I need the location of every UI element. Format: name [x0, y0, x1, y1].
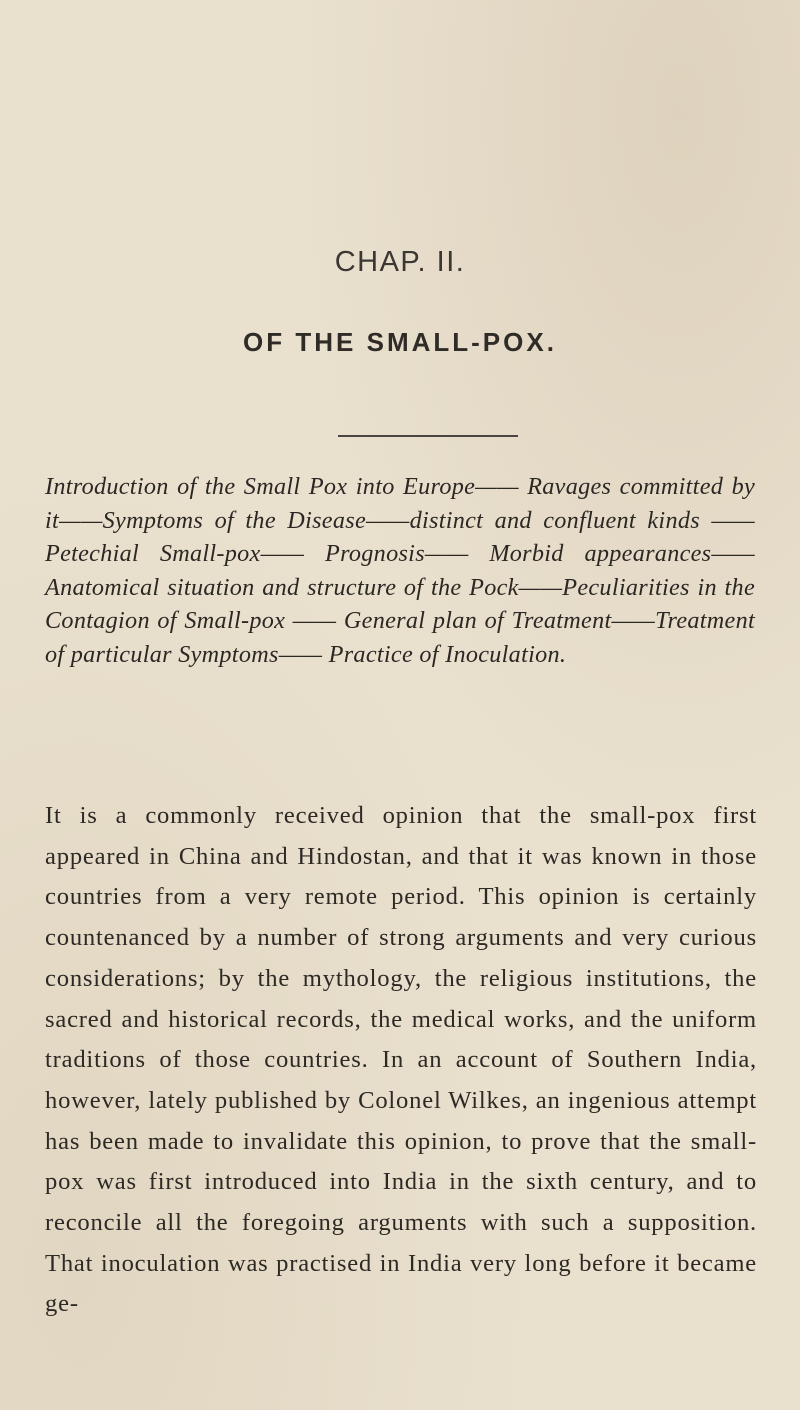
chapter-summary: Introduction of the Small Pox into Europe—— Ravages committed by it——Symptoms of the Disease——distinct and confluent kinds —— Petechial Small-pox—— Prognosis—— Morbid appearances——Anatomical situation and structure of the Pock——Peculiarities in the Contagion of Small-pox —— General plan of Treatment——Treatment of particular Symptoms—— Practice of Inoculation. [45, 473, 755, 668]
paragraph-initial: It [45, 802, 62, 829]
paragraph-text: is a commonly received opinion that the small-pox first appeared in China and Hindostan, and that it was known in those countries from a very remote period. This opinion is certainly countenanced by a number of strong arguments and very curious considerations; by the mythology, the religious institutions, the sacred and historical records, the medical works, and the uniform traditions of those countries. In an account of Southern India, however, lately published by Colonel Wilkes, an ingenious attempt has been made to invalidate this opinion, to prove that the small-pox was first introduced into India in the sixth century, and to reconcile all the foregoing arguments with such a supposition. That inoculation was practised in India very long before it became ge- [45, 802, 757, 1318]
chapter-heading: CHAP. II. [334, 246, 466, 278]
body-paragraph [45, 796, 757, 1325]
decorative-rule [338, 435, 518, 437]
section-heading: OF THE SMALL-POX. [243, 327, 557, 357]
